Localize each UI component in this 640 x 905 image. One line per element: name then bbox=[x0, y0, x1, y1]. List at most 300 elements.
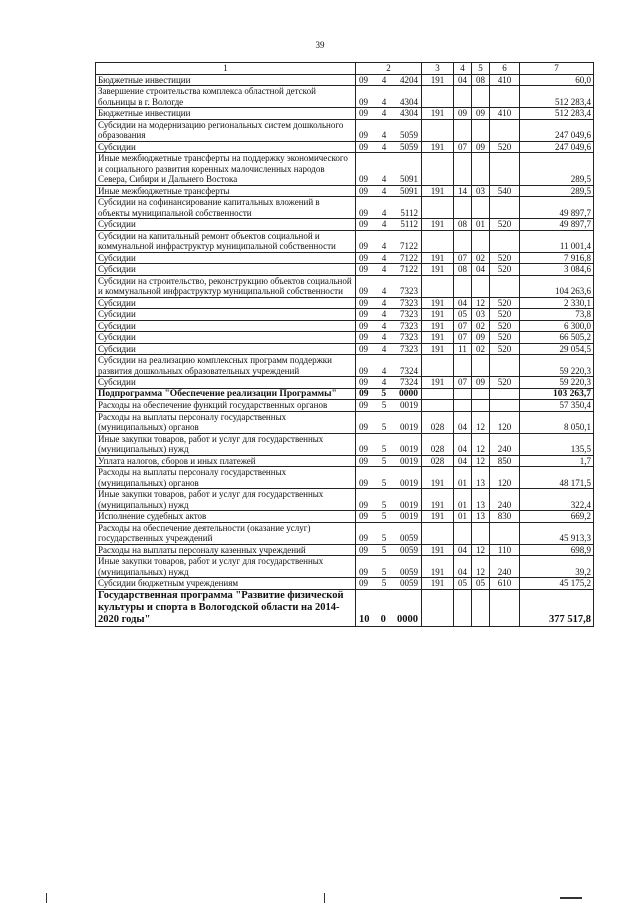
row-admin-code: 191 bbox=[422, 108, 454, 120]
table-row bbox=[96, 197, 594, 219]
row-code-target bbox=[356, 556, 422, 578]
row-code-group bbox=[356, 377, 421, 388]
row-expense-type: 120 bbox=[490, 411, 520, 433]
row-subsection: 05 bbox=[472, 578, 490, 590]
row-admin-code: 028 bbox=[422, 455, 454, 467]
row-code-target bbox=[356, 411, 422, 433]
row-code-c2b: 5 bbox=[381, 544, 387, 555]
row-code-target bbox=[356, 489, 422, 511]
row-subsection bbox=[472, 589, 490, 626]
row-subsection: 12 bbox=[472, 411, 490, 433]
row-code-target bbox=[356, 297, 422, 309]
header-col-4: 4 bbox=[454, 63, 472, 75]
row-section: 04 bbox=[454, 556, 472, 578]
row-code-c2a: 09 bbox=[359, 219, 368, 229]
table-row bbox=[96, 556, 594, 578]
row-code-target bbox=[356, 197, 422, 219]
row-section: 07 bbox=[454, 332, 472, 344]
row-code-group bbox=[356, 298, 421, 309]
row-name: Субсидии на модернизацию региональных систем дошкольного образования bbox=[96, 119, 356, 141]
row-name: Субсидии бюджетным учреждениям bbox=[96, 578, 356, 590]
row-expense-type bbox=[490, 400, 520, 412]
row-admin-code: 191 bbox=[422, 252, 454, 264]
row-code-c2a: 09 bbox=[359, 332, 368, 342]
row-amount: 45 175,2 bbox=[520, 578, 594, 590]
row-code-group bbox=[356, 545, 421, 556]
table-row bbox=[96, 185, 594, 197]
row-code-target bbox=[356, 522, 422, 544]
row-name: Субсидии на строительство, реконструкцию объектов социальной и коммунальной инфраструктур муниципальной собственности bbox=[96, 275, 356, 297]
row-admin-code: 191 bbox=[422, 219, 454, 231]
table-row bbox=[96, 108, 594, 120]
row-code-c2a: 09 bbox=[359, 141, 368, 152]
row-subsection: 03 bbox=[472, 185, 490, 197]
row-subsection: 12 bbox=[472, 544, 490, 556]
row-section bbox=[454, 522, 472, 544]
row-subsection bbox=[472, 522, 490, 544]
row-amount: 49 897,7 bbox=[520, 219, 594, 231]
row-code-group bbox=[356, 400, 421, 411]
row-expense-type: 520 bbox=[490, 320, 520, 332]
row-code-group bbox=[356, 533, 421, 544]
row-code-c2a: 09 bbox=[359, 377, 368, 387]
row-expense-type: 520 bbox=[490, 252, 520, 264]
row-code-c2c: 7323 bbox=[400, 309, 418, 319]
table-row bbox=[96, 400, 594, 412]
table-row bbox=[96, 153, 594, 186]
row-code-c2a: 09 bbox=[359, 566, 368, 577]
row-code-target bbox=[356, 355, 422, 377]
row-admin-code: 028 bbox=[422, 411, 454, 433]
row-amount: 66 505,2 bbox=[520, 332, 594, 344]
row-code-group bbox=[356, 130, 421, 141]
row-code-c2c: 0019 bbox=[400, 444, 418, 454]
row-code-group bbox=[356, 253, 421, 264]
row-name: Государственная программа "Развитие физической культуры и спорта в Вологодской области на 2014-2020 годы" bbox=[96, 589, 356, 626]
row-subsection bbox=[472, 86, 490, 108]
row-code-c2c: 5112 bbox=[400, 219, 418, 229]
table-row bbox=[96, 230, 594, 252]
row-code-c2c: 0059 bbox=[400, 544, 418, 555]
row-code-c2c: 7323 bbox=[400, 320, 418, 331]
row-subsection: 12 bbox=[472, 556, 490, 578]
row-code-c2a: 10 bbox=[359, 613, 370, 625]
row-subsection: 12 bbox=[472, 433, 490, 455]
row-expense-type bbox=[490, 119, 520, 141]
row-code-c2a: 09 bbox=[359, 241, 368, 251]
table-row bbox=[96, 433, 594, 455]
row-code-c2b: 4 bbox=[381, 130, 387, 140]
row-subsection: 08 bbox=[472, 74, 490, 86]
row-subsection: 03 bbox=[472, 309, 490, 321]
row-code-c2a: 09 bbox=[359, 96, 368, 107]
row-amount: 59 220,3 bbox=[520, 355, 594, 377]
row-subsection: 02 bbox=[472, 252, 490, 264]
row-amount: 48 171,5 bbox=[520, 467, 594, 489]
row-name: Иные межбюджетные трансферты на поддержку экономического и социального развития коренных малочисленных народов Севера, Сибири и Дальнего Востока bbox=[96, 153, 356, 186]
row-name: Субсидии bbox=[96, 377, 356, 389]
row-expense-type bbox=[490, 388, 520, 400]
row-code-c2b: 4 bbox=[381, 108, 387, 118]
row-subsection: 12 bbox=[472, 455, 490, 467]
row-code-c2b: 4 bbox=[381, 343, 387, 354]
row-expense-type: 520 bbox=[490, 297, 520, 309]
row-name: Субсидии bbox=[96, 141, 356, 153]
row-expense-type bbox=[490, 153, 520, 186]
row-code-target bbox=[356, 377, 422, 389]
row-code-group bbox=[356, 309, 421, 320]
row-section bbox=[454, 589, 472, 626]
row-code-target bbox=[356, 400, 422, 412]
table-row bbox=[96, 297, 594, 309]
row-subsection bbox=[472, 197, 490, 219]
row-code-target bbox=[356, 343, 422, 355]
row-subsection: 02 bbox=[472, 343, 490, 355]
row-expense-type bbox=[490, 355, 520, 377]
row-code-c2c: 0000 bbox=[399, 388, 418, 399]
row-admin-code bbox=[422, 119, 454, 141]
row-name: Субсидии на софинансирование капитальных вложений в объекты муниципальной собственности bbox=[96, 197, 356, 219]
row-code-c2b: 4 bbox=[381, 96, 387, 107]
row-name: Субсидии bbox=[96, 219, 356, 231]
row-amount: 49 897,7 bbox=[520, 197, 594, 219]
row-admin-code: 191 bbox=[422, 556, 454, 578]
row-expense-type: 410 bbox=[490, 74, 520, 86]
row-section: 01 bbox=[454, 467, 472, 489]
row-amount: 57 350,4 bbox=[520, 400, 594, 412]
row-code-c2a: 09 bbox=[359, 130, 368, 140]
table-row bbox=[96, 264, 594, 276]
row-amount: 60,0 bbox=[520, 74, 594, 86]
row-subsection: 09 bbox=[472, 141, 490, 153]
row-section: 07 bbox=[454, 141, 472, 153]
row-amount: 135,5 bbox=[520, 433, 594, 455]
row-name: Иные межбюджетные трансферты bbox=[96, 185, 356, 197]
row-admin-code bbox=[422, 153, 454, 186]
row-code-c2b: 5 bbox=[381, 533, 387, 543]
row-admin-code: 191 bbox=[422, 141, 454, 153]
row-code-target bbox=[356, 141, 422, 153]
row-section: 08 bbox=[454, 264, 472, 276]
row-section: 08 bbox=[454, 219, 472, 231]
row-admin-code: 191 bbox=[422, 343, 454, 355]
row-code-c2a: 09 bbox=[359, 185, 368, 196]
row-section: 05 bbox=[454, 309, 472, 321]
row-admin-code bbox=[422, 388, 454, 400]
table-row bbox=[96, 86, 594, 108]
row-code-c2b: 5 bbox=[381, 444, 387, 454]
row-code-c2a: 09 bbox=[359, 252, 368, 263]
row-expense-type bbox=[490, 230, 520, 252]
row-expense-type: 110 bbox=[490, 544, 520, 556]
row-code-group bbox=[356, 366, 421, 377]
row-code-c2c: 0059 bbox=[400, 578, 418, 588]
row-amount: 59 220,3 bbox=[520, 377, 594, 389]
row-expense-type: 520 bbox=[490, 309, 520, 321]
row-code-c2b: 4 bbox=[381, 320, 387, 331]
row-name: Субсидии на капитальный ремонт объектов социальной и коммунальной инфраструктур муниципальной собственности bbox=[96, 230, 356, 252]
row-name: Субсидии bbox=[96, 320, 356, 332]
row-code-target bbox=[356, 264, 422, 276]
row-code-c2c: 0059 bbox=[400, 533, 418, 543]
row-code-c2c: 7122 bbox=[400, 241, 418, 251]
row-code-c2b: 4 bbox=[381, 219, 387, 229]
row-code-target bbox=[356, 108, 422, 120]
row-subsection: 13 bbox=[472, 489, 490, 511]
row-amount: 45 913,3 bbox=[520, 522, 594, 544]
table-row bbox=[96, 74, 594, 86]
row-section bbox=[454, 400, 472, 412]
row-code-c2c: 0000 bbox=[397, 613, 418, 625]
table-header-row bbox=[96, 63, 594, 75]
row-code-group bbox=[356, 108, 421, 119]
row-expense-type: 850 bbox=[490, 455, 520, 467]
row-amount: 512 283,4 bbox=[520, 86, 594, 108]
row-code-c2c: 5059 bbox=[400, 130, 418, 140]
row-code-c2b: 4 bbox=[381, 286, 387, 296]
row-name: Расходы на выплаты персоналу казенных учреждений bbox=[96, 544, 356, 556]
row-code-c2c: 5091 bbox=[400, 185, 418, 196]
row-name: Субсидии bbox=[96, 252, 356, 264]
table-row bbox=[96, 522, 594, 544]
row-subsection: 12 bbox=[472, 297, 490, 309]
row-admin-code bbox=[422, 522, 454, 544]
row-code-c2a: 09 bbox=[359, 320, 368, 331]
row-section bbox=[454, 86, 472, 108]
table-row bbox=[96, 388, 594, 400]
row-name: Расходы на обеспечение функций государственных органов bbox=[96, 400, 356, 412]
row-code-c2b: 5 bbox=[381, 578, 387, 588]
row-section: 07 bbox=[454, 320, 472, 332]
row-amount: 29 054,5 bbox=[520, 343, 594, 355]
row-code-c2c: 5091 bbox=[400, 174, 418, 184]
row-code-c2a: 09 bbox=[359, 499, 368, 510]
row-amount: 3 084,6 bbox=[520, 264, 594, 276]
row-code-group bbox=[356, 389, 421, 400]
table-row bbox=[96, 377, 594, 389]
header-col-5: 5 bbox=[472, 63, 490, 75]
row-code-c2a: 09 bbox=[359, 74, 368, 85]
row-code-group bbox=[356, 567, 421, 578]
table-row bbox=[96, 544, 594, 556]
row-code-target bbox=[356, 219, 422, 231]
row-code-target bbox=[356, 544, 422, 556]
row-code-c2c: 0059 bbox=[400, 566, 418, 577]
row-section: 01 bbox=[454, 511, 472, 523]
row-code-c2b: 4 bbox=[381, 264, 387, 274]
row-amount: 2 330,1 bbox=[520, 297, 594, 309]
row-subsection bbox=[472, 400, 490, 412]
row-amount: 6 300,0 bbox=[520, 320, 594, 332]
row-amount: 1,7 bbox=[520, 455, 594, 467]
row-code-group bbox=[356, 614, 421, 626]
table-row bbox=[96, 252, 594, 264]
row-expense-type: 240 bbox=[490, 556, 520, 578]
row-code-target bbox=[356, 74, 422, 86]
row-code-group bbox=[356, 219, 421, 230]
row-code-target bbox=[356, 467, 422, 489]
row-name: Расходы на обеспечение деятельности (оказание услуг) государственных учреждений bbox=[96, 522, 356, 544]
row-code-c2b: 5 bbox=[381, 400, 387, 410]
row-section bbox=[454, 275, 472, 297]
row-code-c2a: 09 bbox=[359, 297, 368, 308]
row-amount: 103 263,7 bbox=[520, 388, 594, 400]
row-code-c2c: 7324 bbox=[400, 365, 418, 376]
row-amount: 698,9 bbox=[520, 544, 594, 556]
row-name: Иные закупки товаров, работ и услуг для государственных (муниципальных) нужд bbox=[96, 489, 356, 511]
row-code-target bbox=[356, 86, 422, 108]
row-admin-code: 191 bbox=[422, 544, 454, 556]
row-expense-type: 520 bbox=[490, 141, 520, 153]
row-admin-code: 191 bbox=[422, 578, 454, 590]
row-code-target bbox=[356, 455, 422, 467]
table-row bbox=[96, 141, 594, 153]
row-code-c2c: 0019 bbox=[400, 477, 418, 488]
row-subsection bbox=[472, 153, 490, 186]
row-expense-type: 240 bbox=[490, 489, 520, 511]
row-code-c2c: 4204 bbox=[400, 74, 418, 85]
row-section: 04 bbox=[454, 297, 472, 309]
row-code-c2b: 5 bbox=[381, 388, 387, 399]
row-name: Расходы на выплаты персоналу государственных (муниципальных) органов bbox=[96, 467, 356, 489]
row-code-c2a: 09 bbox=[359, 533, 368, 543]
row-expense-type: 520 bbox=[490, 219, 520, 231]
row-code-c2c: 0019 bbox=[400, 499, 418, 510]
row-expense-type: 610 bbox=[490, 578, 520, 590]
scan-mark-right bbox=[560, 897, 582, 899]
row-code-target bbox=[356, 388, 422, 400]
row-section: 04 bbox=[454, 544, 472, 556]
row-code-c2a: 09 bbox=[359, 343, 368, 354]
row-code-c2b: 5 bbox=[381, 477, 387, 488]
row-section: 04 bbox=[454, 433, 472, 455]
row-code-c2a: 09 bbox=[359, 388, 369, 399]
row-subsection bbox=[472, 388, 490, 400]
table-row bbox=[96, 467, 594, 489]
row-name: Субсидии bbox=[96, 309, 356, 321]
row-admin-code bbox=[422, 197, 454, 219]
row-code-target bbox=[356, 511, 422, 523]
row-name: Субсидии на реализацию комплексных программ поддержки развития дошкольных образовательных учреждений bbox=[96, 355, 356, 377]
row-amount: 512 283,4 bbox=[520, 108, 594, 120]
row-code-group bbox=[356, 578, 421, 589]
row-code-target bbox=[356, 309, 422, 321]
row-name: Расходы на выплаты персоналу государственных (муниципальных) органов bbox=[96, 411, 356, 433]
row-code-c2c: 5059 bbox=[400, 141, 418, 152]
row-admin-code bbox=[422, 86, 454, 108]
row-subsection bbox=[472, 275, 490, 297]
row-name: Завершение строительства комплекса областной детской больницы в г. Вологде bbox=[96, 86, 356, 108]
row-code-c2b: 5 bbox=[381, 422, 387, 432]
row-expense-type: 240 bbox=[490, 433, 520, 455]
row-code-c2a: 09 bbox=[359, 309, 368, 319]
table-row bbox=[96, 343, 594, 355]
table-row bbox=[96, 119, 594, 141]
row-admin-code: 191 bbox=[422, 332, 454, 344]
row-admin-code bbox=[422, 275, 454, 297]
row-code-c2b: 4 bbox=[381, 252, 387, 263]
row-code-target bbox=[356, 252, 422, 264]
row-code-c2b: 4 bbox=[381, 377, 387, 387]
row-code-group bbox=[356, 500, 421, 511]
row-section bbox=[454, 355, 472, 377]
table-row bbox=[96, 511, 594, 523]
row-expense-type: 520 bbox=[490, 343, 520, 355]
row-code-c2b: 4 bbox=[381, 74, 387, 85]
row-code-group bbox=[356, 478, 421, 489]
row-section: 07 bbox=[454, 377, 472, 389]
header-col-7: 7 bbox=[520, 63, 594, 75]
row-expense-type bbox=[490, 522, 520, 544]
row-code-c2b: 5 bbox=[381, 499, 387, 510]
row-code-c2b: 4 bbox=[381, 365, 387, 376]
row-section: 04 bbox=[454, 74, 472, 86]
row-admin-code: 191 bbox=[422, 297, 454, 309]
row-admin-code: 191 bbox=[422, 74, 454, 86]
row-code-target bbox=[356, 119, 422, 141]
header-col-2: 2 bbox=[356, 63, 422, 75]
row-code-group bbox=[356, 286, 421, 297]
row-name: Бюджетные инвестиции bbox=[96, 108, 356, 120]
row-amount: 247 049,6 bbox=[520, 119, 594, 141]
row-name: Исполнение судебных актов bbox=[96, 511, 356, 523]
row-code-c2c: 0019 bbox=[400, 400, 418, 410]
row-code-group bbox=[356, 332, 421, 343]
row-expense-type bbox=[490, 589, 520, 626]
row-section bbox=[454, 388, 472, 400]
row-name: Субсидии bbox=[96, 343, 356, 355]
row-code-c2b: 5 bbox=[381, 455, 387, 466]
table-row bbox=[96, 589, 594, 626]
table-row bbox=[96, 455, 594, 467]
page-number: 39 bbox=[315, 40, 325, 50]
row-code-c2b: 4 bbox=[381, 332, 387, 342]
row-expense-type: 520 bbox=[490, 377, 520, 389]
row-code-c2b: 5 bbox=[381, 511, 387, 521]
row-code-c2c: 7323 bbox=[400, 297, 418, 308]
row-amount: 104 263,6 bbox=[520, 275, 594, 297]
row-subsection: 09 bbox=[472, 332, 490, 344]
budget-table bbox=[95, 62, 594, 627]
row-admin-code bbox=[422, 355, 454, 377]
row-code-c2a: 09 bbox=[359, 207, 368, 218]
row-code-group bbox=[356, 456, 421, 467]
row-section: 07 bbox=[454, 252, 472, 264]
row-admin-code: 191 bbox=[422, 377, 454, 389]
row-expense-type: 410 bbox=[490, 108, 520, 120]
row-subsection: 13 bbox=[472, 467, 490, 489]
row-expense-type: 540 bbox=[490, 185, 520, 197]
row-section bbox=[454, 197, 472, 219]
row-code-c2b: 4 bbox=[381, 207, 387, 218]
row-code-group bbox=[356, 186, 421, 197]
header-col-6: 6 bbox=[490, 63, 520, 75]
row-amount: 247 049,6 bbox=[520, 141, 594, 153]
row-code-c2c: 7122 bbox=[400, 264, 418, 274]
row-code-c2b: 4 bbox=[381, 297, 387, 308]
row-code-c2c: 0019 bbox=[400, 511, 418, 521]
row-name: Субсидии bbox=[96, 332, 356, 344]
row-section: 14 bbox=[454, 185, 472, 197]
row-subsection: 04 bbox=[472, 264, 490, 276]
row-code-group bbox=[356, 422, 421, 433]
row-code-group bbox=[356, 444, 421, 455]
row-section: 04 bbox=[454, 455, 472, 467]
row-amount: 289,5 bbox=[520, 153, 594, 186]
row-subsection bbox=[472, 355, 490, 377]
row-admin-code: 028 bbox=[422, 433, 454, 455]
row-section: 11 bbox=[454, 343, 472, 355]
